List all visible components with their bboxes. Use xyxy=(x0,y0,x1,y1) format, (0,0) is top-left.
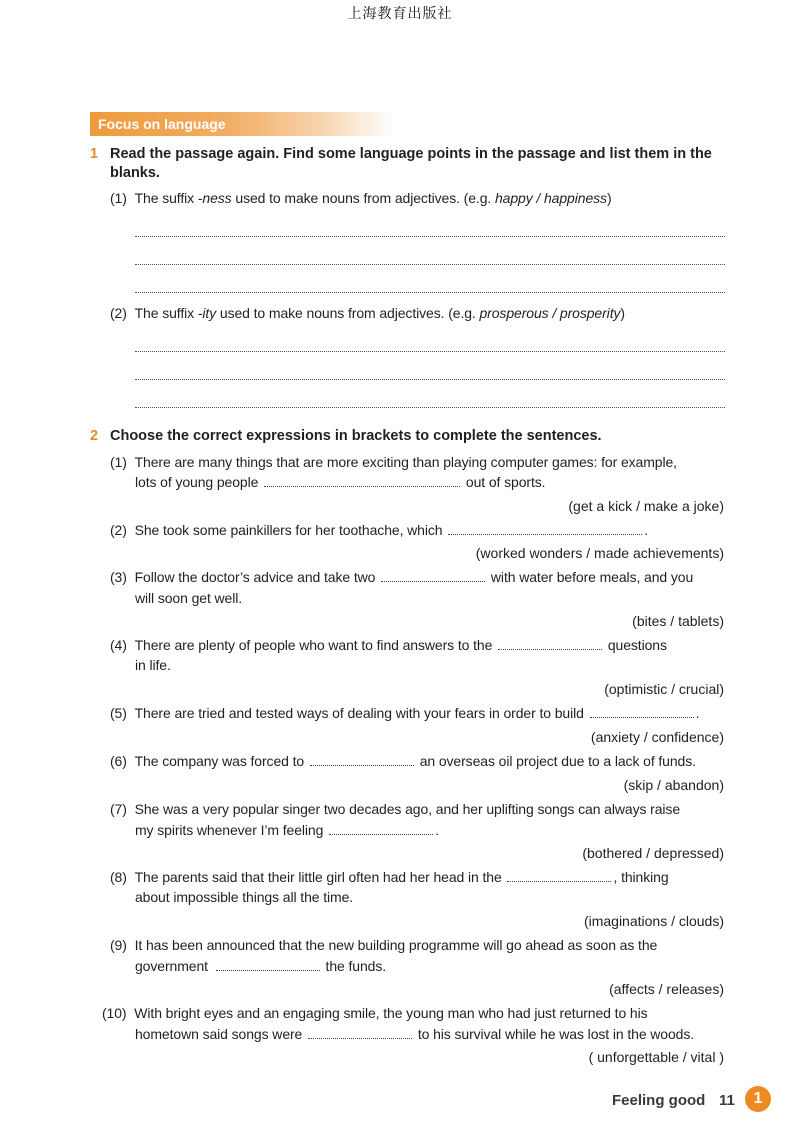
answer-blank[interactable] xyxy=(448,520,642,535)
item-text: She took some painkillers for her toothache, which xyxy=(134,522,443,538)
q2-item-4-line2: in life. xyxy=(135,657,171,673)
item-text: It has been announced that the new building programme will go ahead as soon as the xyxy=(134,937,658,953)
item-label: (7) xyxy=(110,801,127,817)
q2-item-4 xyxy=(110,635,667,655)
options-text: (get a kick / make a joke) xyxy=(568,498,724,514)
answer-line[interactable] xyxy=(135,379,725,380)
item-text: The parents said that their little girl often had her head in the xyxy=(134,869,502,885)
question-1-instruction xyxy=(90,145,730,183)
answer-blank[interactable] xyxy=(498,635,602,650)
item-text: There are tried and tested ways of dealing with your fears in order to build xyxy=(134,705,584,721)
instruction-text: Read the passage again. Find some language points in the passage and list them in the blanks. xyxy=(110,146,712,181)
item-suffix: ity xyxy=(202,305,217,321)
publisher-header: 上海教育出版社 xyxy=(347,6,453,22)
options-text: (worked wonders / made achievements) xyxy=(475,545,724,561)
answer-line[interactable] xyxy=(135,351,725,352)
item-text: government xyxy=(135,958,208,974)
question-number: 2 xyxy=(90,428,99,444)
item-label: (5) xyxy=(110,705,127,721)
answer-blank[interactable] xyxy=(590,703,694,718)
item-label: (6) xyxy=(110,753,127,769)
item-text: the funds. xyxy=(325,958,387,974)
item-label: (2) xyxy=(110,522,127,538)
options-text: (imaginations / clouds) xyxy=(583,913,724,929)
item-text: out of sports. xyxy=(465,474,546,490)
q2-item-1 xyxy=(110,452,677,472)
answer-blank[interactable] xyxy=(308,1024,412,1039)
options-text: (skip / abandon) xyxy=(623,777,724,793)
q2-item-1-line2 xyxy=(135,472,545,492)
q2-item-5 xyxy=(110,703,699,723)
item-suffix: ness xyxy=(202,190,232,206)
unit-title: Feeling good xyxy=(612,1092,706,1109)
options-text: (anxiety / confidence) xyxy=(590,729,724,745)
item-text: ) xyxy=(620,305,625,321)
item-label: (10) xyxy=(102,1005,127,1021)
answer-line[interactable] xyxy=(135,407,725,408)
item-text: used to make nouns from adjectives. (e.g. xyxy=(231,190,495,206)
q2-item-10-line2 xyxy=(135,1024,694,1044)
item-label: (1) xyxy=(110,190,127,206)
q2-item-2 xyxy=(110,520,648,540)
item-text: There are many things that are more exciting than playing computer games: for example, xyxy=(134,454,677,470)
item-label: (9) xyxy=(110,937,127,953)
item-text: used to make nouns from adjectives. (e.g. xyxy=(216,305,480,321)
answer-blank[interactable] xyxy=(329,820,433,835)
item-text: ) xyxy=(606,190,612,206)
item-label: (2) xyxy=(110,305,127,321)
answer-blank[interactable] xyxy=(216,956,320,971)
instruction-text: Choose the correct expressions in brackets to complete the sentences. xyxy=(110,428,602,444)
item-text: . xyxy=(695,705,700,721)
item-text: to his survival while he was lost in the woods. xyxy=(417,1026,695,1042)
item-label: (8) xyxy=(110,869,127,885)
answer-line[interactable] xyxy=(135,292,725,293)
question-number: 1 xyxy=(90,146,99,162)
answer-blank[interactable] xyxy=(507,867,611,882)
options-text: (affects / releases) xyxy=(609,981,724,997)
answer-blank[interactable] xyxy=(381,567,485,582)
q2-item-6 xyxy=(110,751,696,771)
item-text: . xyxy=(435,822,439,838)
options-text: (bites / tablets) xyxy=(632,613,724,629)
options-text: ( unforgettable / vital ) xyxy=(588,1049,724,1065)
q2-item-7-line2 xyxy=(135,820,439,840)
item-text: The company was forced to xyxy=(134,753,305,769)
item-text: She was a very popular singer two decades ago, and her uplifting songs can always raise xyxy=(134,801,681,817)
item-label: (4) xyxy=(110,637,127,653)
item-text: hometown said songs were xyxy=(135,1026,303,1042)
question-2-instruction xyxy=(90,427,730,446)
item-text: questions xyxy=(607,637,667,653)
q1-item-2 xyxy=(110,303,625,323)
options-text: (bothered / depressed) xyxy=(582,845,724,861)
q2-item-9-line2 xyxy=(135,956,386,976)
q2-item-3 xyxy=(110,567,693,587)
item-text: The suffix - xyxy=(134,190,203,206)
item-text: With bright eyes and an engaging smile, the young man who had just returned to his xyxy=(134,1005,648,1021)
q2-item-7 xyxy=(110,799,680,819)
unit-badge: 1 xyxy=(745,1086,771,1112)
item-text: lots of young people xyxy=(135,474,259,490)
answer-blank[interactable] xyxy=(264,472,460,487)
q2-item-10 xyxy=(102,1003,648,1023)
item-label: (3) xyxy=(110,569,127,585)
q2-item-8-line2: about impossible things all the time. xyxy=(135,889,354,905)
q2-item-3-line2: will soon get well. xyxy=(135,590,243,606)
item-text: an overseas oil project due to a lack of funds. xyxy=(419,753,696,769)
item-text: with water before meals, and you xyxy=(490,569,694,585)
section-banner: Focus on language xyxy=(90,112,395,136)
options-text: (optimistic / crucial) xyxy=(604,681,724,697)
answer-blank[interactable] xyxy=(310,751,414,766)
q2-item-8 xyxy=(110,867,669,887)
item-text: my spirits whenever I’m feeling xyxy=(135,822,324,838)
item-example: happy / happiness xyxy=(494,190,607,206)
item-text: There are plenty of people who want to find answers to the xyxy=(134,637,493,653)
q2-item-9 xyxy=(110,935,657,955)
answer-line[interactable] xyxy=(135,236,725,237)
q1-item-1 xyxy=(110,188,612,208)
page-number: 11 xyxy=(719,1092,735,1109)
item-text: The suffix - xyxy=(134,305,203,321)
answer-line[interactable] xyxy=(135,264,725,265)
item-text: Follow the doctor’s advice and take two xyxy=(134,569,376,585)
item-example: prosperous / prosperity xyxy=(479,305,621,321)
item-text: , thinking xyxy=(613,869,669,885)
item-label: (1) xyxy=(110,454,127,470)
item-text: . xyxy=(644,522,649,538)
